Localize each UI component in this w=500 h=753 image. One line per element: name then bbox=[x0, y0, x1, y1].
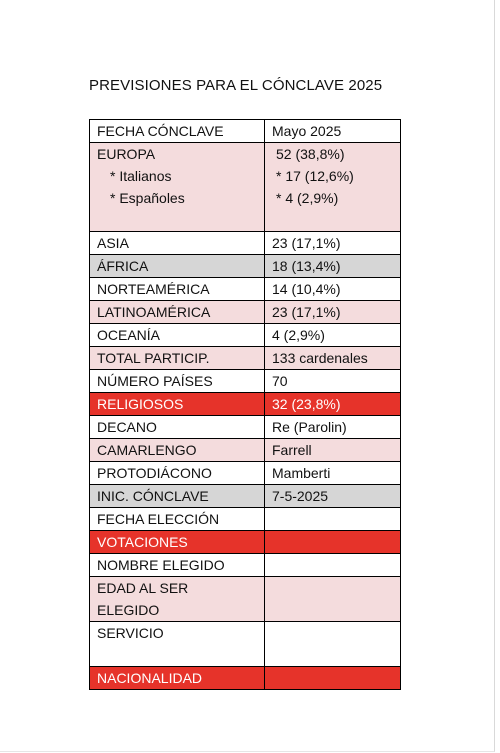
row-label: NÚMERO PAÍSES bbox=[90, 370, 265, 393]
row-value: 18 (13,4%) bbox=[265, 255, 401, 278]
row-label: ELEGIDO bbox=[97, 602, 160, 618]
row-value-group bbox=[265, 143, 401, 232]
table-row bbox=[90, 439, 401, 462]
row-value bbox=[265, 577, 401, 622]
table-row bbox=[90, 508, 401, 531]
row-value bbox=[265, 622, 401, 667]
row-value: 70 bbox=[265, 370, 401, 393]
table-row bbox=[90, 143, 401, 232]
row-label: LATINOAMÉRICA bbox=[90, 301, 265, 324]
row-value: 4 (2,9%) bbox=[265, 324, 401, 347]
row-label-group bbox=[90, 143, 265, 232]
row-subvalue: * 4 (2,9%) bbox=[276, 190, 339, 206]
table-row bbox=[90, 347, 401, 370]
table-row bbox=[90, 120, 401, 143]
row-sublabel: * Italianos bbox=[110, 168, 172, 184]
row-value: 23 (17,1%) bbox=[265, 301, 401, 324]
row-label: FECHA ELECCIÓN bbox=[90, 508, 265, 531]
forecast-table bbox=[89, 119, 401, 690]
row-label: NACIONALIDAD bbox=[90, 667, 265, 690]
row-value: 32 (23,8%) bbox=[265, 393, 401, 416]
row-value bbox=[265, 554, 401, 577]
table-row bbox=[90, 531, 401, 554]
row-label: TOTAL PARTICIP. bbox=[90, 347, 265, 370]
row-value bbox=[265, 508, 401, 531]
table-row bbox=[90, 485, 401, 508]
row-label: CAMARLENGO bbox=[90, 439, 265, 462]
table-row bbox=[90, 301, 401, 324]
row-label-group bbox=[90, 577, 265, 622]
row-value: Mamberti bbox=[265, 462, 401, 485]
table-row bbox=[90, 324, 401, 347]
table-row bbox=[90, 370, 401, 393]
row-label: EUROPA bbox=[97, 146, 156, 162]
row-label: NORTEAMÉRICA bbox=[90, 278, 265, 301]
row-label: ÁFRICA bbox=[90, 255, 265, 278]
row-value: 133 cardenales bbox=[265, 347, 401, 370]
row-label: DECANO bbox=[90, 416, 265, 439]
table-row bbox=[90, 554, 401, 577]
row-value: 7-5-2025 bbox=[265, 485, 401, 508]
row-label: PROTODIÁCONO bbox=[90, 462, 265, 485]
row-label: FECHA CÓNCLAVE bbox=[90, 120, 265, 143]
table-row bbox=[90, 255, 401, 278]
row-label: NOMBRE ELEGIDO bbox=[90, 554, 265, 577]
table-row bbox=[90, 416, 401, 439]
row-value: 52 (38,8%) bbox=[276, 146, 345, 162]
row-value: Farrell bbox=[265, 439, 401, 462]
row-label: ASIA bbox=[90, 232, 265, 255]
table-row bbox=[90, 278, 401, 301]
row-sublabel: * Españoles bbox=[110, 190, 185, 206]
row-label: OCEANÍA bbox=[90, 324, 265, 347]
row-label: EDAD AL SER bbox=[97, 580, 189, 596]
row-value: Mayo 2025 bbox=[265, 120, 401, 143]
row-subvalue: * 17 (12,6%) bbox=[276, 168, 354, 184]
page-title: PREVISIONES PARA EL CÓNCLAVE 2025 bbox=[89, 77, 383, 94]
table-row bbox=[90, 462, 401, 485]
row-value bbox=[265, 667, 401, 690]
table-row bbox=[90, 667, 401, 690]
table-row bbox=[90, 393, 401, 416]
row-label: SERVICIO bbox=[90, 622, 265, 667]
row-label: VOTACIONES bbox=[90, 531, 265, 554]
row-value: 23 (17,1%) bbox=[265, 232, 401, 255]
table-row bbox=[90, 622, 401, 667]
row-value: 14 (10,4%) bbox=[265, 278, 401, 301]
row-value: Re (Parolin) bbox=[265, 416, 401, 439]
table-row bbox=[90, 232, 401, 255]
table-row bbox=[90, 577, 401, 622]
row-label: RELIGIOSOS bbox=[90, 393, 265, 416]
row-label: INIC. CÓNCLAVE bbox=[90, 485, 265, 508]
row-value bbox=[265, 531, 401, 554]
